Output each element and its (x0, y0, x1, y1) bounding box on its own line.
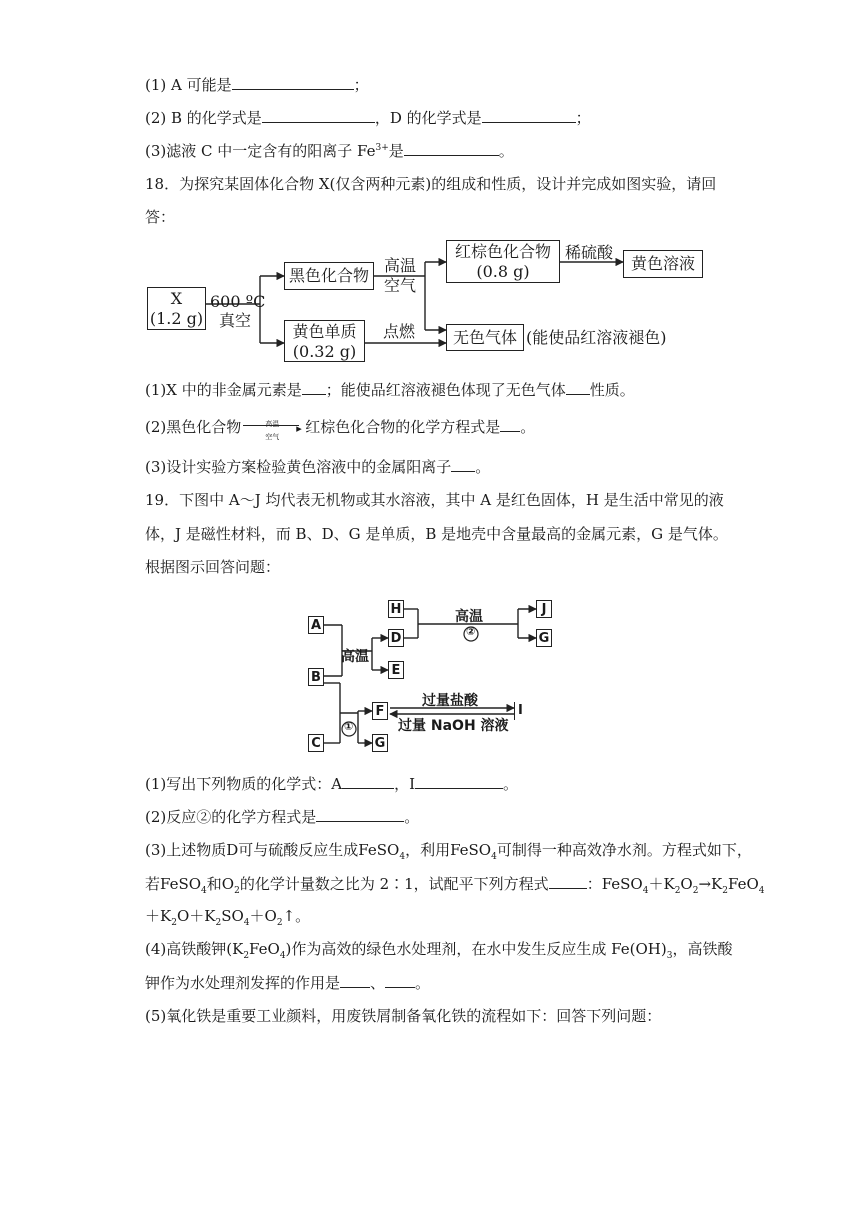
q18-intro-line1: 18．为探究某固体化合物 X(仅含两种元素)的组成和性质，设计并完成如图实验，请回 (145, 175, 717, 193)
condition-high-temp-1: 高温 (341, 649, 369, 665)
reagent-excess-hcl: 过量盐酸 (422, 693, 478, 709)
q18-part1: (1)X 中的非金属元素是 ；能使品红溶液褪色体现了无色气体 性质。 (145, 381, 635, 399)
condition-600c: 600 ºC (210, 292, 266, 311)
q17-part3: (3)滤液 C 中一定含有的阳离子 $Fe^{3+}$是 。 (145, 142, 514, 160)
condition-air: 空气 (384, 276, 417, 295)
q19-intro-line3: 根据图示回答问题： (145, 558, 281, 576)
node-d: D (388, 629, 404, 647)
node-c: C (308, 734, 324, 752)
reaction-1-marker: ① (344, 720, 354, 733)
q17-part1: (1) A 可能是 ； (145, 76, 369, 94)
q19-part4-line1: (4)高铁酸钾$(K_2FeO_4)$作为高效的绿色水处理剂，在水中发生反应生成 $Fe(OH)_3$，高铁酸 (145, 940, 733, 961)
black-compound-box: 黑色化合物 (284, 262, 374, 290)
answer-blank[interactable] (342, 773, 394, 789)
node-a: A (308, 616, 324, 634)
q18-intro-line2: 答： (145, 208, 176, 226)
node-g-top: G (536, 629, 552, 647)
gas-note: (能使品红溶液褪色) (526, 328, 667, 347)
node-e: E (388, 661, 404, 679)
node-f: F (372, 702, 388, 720)
yellow-solution-box: 黄色溶液 (623, 250, 703, 278)
condition-vacuum: 真空 (219, 311, 252, 330)
answer-blank[interactable] (340, 972, 370, 988)
q19-part3-line2: 若FeSO$_4$和$O_2$的化学计量数之比为 2∶1，试配平下列方程式 ：$FeSO_4+K_2O_2\to K_2FeO_4$ (145, 875, 765, 896)
q19-part3-line3: $+K_2O+K_2SO_4+O_2↑$。 (145, 907, 311, 928)
node-g-bottom: G (372, 734, 388, 752)
condition-high-temp: 高温 (384, 256, 417, 275)
node-j: J (536, 600, 552, 618)
q19-part5: (5)氧化铁是重要工业颜料，用废铁屑制备氧化铁的流程如下：回答下列问题： (145, 1007, 662, 1025)
q18-part2: (2)黑色化合物 高温 ▸ 空气 红棕色化合物的化学方程式是 。 (145, 418, 536, 441)
answer-blank[interactable] (385, 972, 415, 988)
node-i: I (514, 702, 530, 720)
node-b: B (308, 668, 324, 686)
q18-part3: (3)设计实验方案检验黄色溶液中的金属阳离子 。 (145, 458, 491, 476)
answer-blank[interactable] (549, 873, 587, 889)
condition-high-temp-2: 高温 (455, 609, 483, 625)
colorless-gas-box: 无色气体 (446, 324, 524, 351)
q17-part2: (2) B 的化学式是 ，D 的化学式是 ； (145, 109, 591, 127)
reaction-2-marker: ② (466, 625, 476, 638)
node-h: H (388, 600, 404, 618)
compound-x-box: X (1.2 g) (147, 287, 206, 330)
q19-intro-line1: 19．下图中 A～J 均代表无机物或其水溶液，其中 A 是红色固体，H 是生活中常见的液 (145, 491, 724, 509)
reaction-arrow: 高温 ▸ 空气 (241, 416, 305, 436)
q19-part2: (2)反应②的化学方程式是 。 (145, 808, 420, 826)
reagent-excess-naoh: 过量 NaOH 溶液 (398, 718, 509, 734)
reagent-dilute-h2so4: 稀硫酸 (565, 243, 614, 262)
arrow-head: ▸ (296, 422, 302, 435)
condition-ignite: 点燃 (383, 322, 416, 341)
answer-blank[interactable] (316, 806, 404, 822)
yellow-element-box: 黄色单质 (0.32 g) (284, 320, 365, 362)
q19-part1: (1)写出下列物质的化学式：A ，I 。 (145, 775, 519, 793)
answer-blank[interactable] (415, 773, 503, 789)
q19-part4-line2: 钾作为水处理剂发挥的作用是 、 。 (145, 974, 431, 992)
q19-part3-line1: (3)上述物质D可与硫酸反应生成FeSO$_4$，利用FeSO$_4$可制得一种高效净水剂。方程式如下， (145, 841, 752, 862)
q19-intro-line2: 体，J 是磁性材料，而 B、D、G 是单质，B 是地壳中含量最高的金属元素，G 是气体。 (145, 525, 728, 543)
red-brown-compound-box: 红棕色化合物 (0.8 g) (446, 240, 560, 283)
